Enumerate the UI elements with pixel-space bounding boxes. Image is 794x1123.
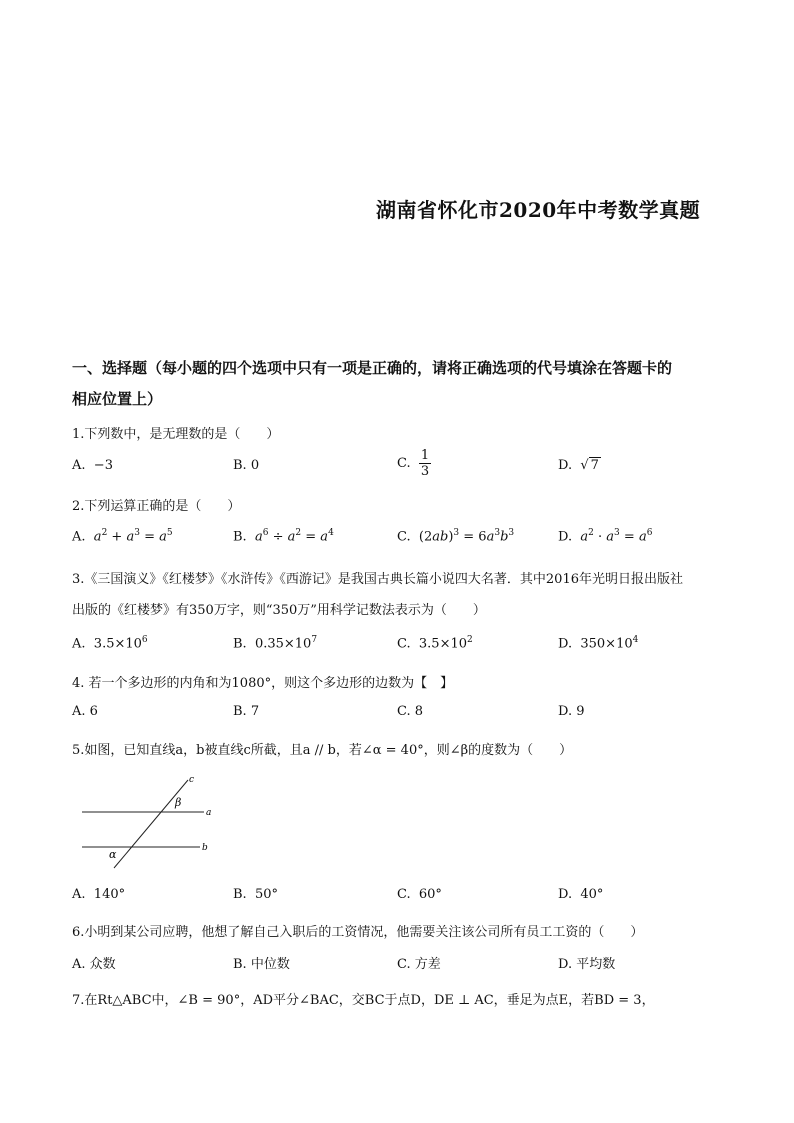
q4-option-a: A. 6: [72, 704, 98, 719]
label-alpha: α: [109, 848, 117, 861]
line-c: [114, 780, 188, 868]
question-5-stem: 5.如图，已知直线a，b被直线c所截，且a // b，若∠α = 40°，则∠β的度数为（ ）: [72, 743, 573, 758]
q6-option-d: D. 平均数: [558, 957, 616, 972]
label-a: a: [206, 808, 212, 818]
q6-option-a: A. 众数: [72, 957, 116, 972]
q5-option-d: D. 40°: [558, 887, 604, 902]
question-3-stem-line1: 3.《三国演义》《红楼梦》《水浒传》《西游记》是我国古典长篇小说四大名著．其中2016年光明日报出版社: [72, 572, 683, 587]
question-3-stem-line2: 出版的《红楼梦》有350万字，则“350万”用科学记数法表示为（ ）: [72, 603, 486, 618]
q6-option-c: C. 方差: [397, 957, 441, 972]
q4-option-b: B. 7: [233, 704, 260, 719]
q2-option-b: B. $a^6 \div a^2 = a^4$: [233, 528, 334, 545]
q5-option-a: A. 140°: [72, 887, 126, 902]
q3-option-d: D. $350\times 10^4$: [558, 635, 639, 652]
question-4-stem: 4. 若一个多边形的内角和为1080°，则这个多边形的边数为【 】: [72, 676, 454, 691]
section-heading-line2: 相应位置上）: [72, 390, 163, 408]
q5-option-c: C. 60°: [397, 887, 442, 902]
parallel-lines-figure: [78, 772, 218, 872]
q1-option-b: B. 0: [233, 458, 260, 473]
q1-option-d: D. √ 7: [558, 458, 599, 473]
q4-option-d: D. 9: [558, 704, 585, 719]
fraction-one-third: $\frac{1}{3}$: [420, 448, 430, 479]
q1-option-c: C. $\frac{1}{3}$: [397, 448, 430, 479]
page-title: 湖南省怀化市2020年中考数学真题: [376, 198, 701, 222]
section-heading-line1: 一、选择题（每小题的四个选项中只有一项是正确的，请将正确选项的代号填涂在答题卡的: [72, 359, 673, 377]
q3-option-b: B. $0.35\times 10^7$: [233, 635, 318, 652]
q2-option-d: D. $a^2 \cdot a^3 = a^6$: [558, 528, 653, 545]
label-b: b: [202, 843, 208, 853]
q3-option-a: A. $3.5\times 10^6$: [72, 635, 148, 652]
q1-option-a: A. −3: [72, 458, 113, 473]
q2-option-c: C. $(2ab)^3 = 6a^3b^3$: [397, 528, 515, 545]
question-7-stem: 7.在Rt△ABC中，∠B = 90°，AD平分∠BAC，交BC于点D，DE ⊥ AC，垂足为点E，若BD = 3，: [72, 993, 655, 1008]
q4-option-c: C. 8: [397, 704, 424, 719]
question-1-stem: 1.下列数中，是无理数的是（ ）: [72, 427, 280, 442]
q5-option-b: B. 50°: [233, 887, 278, 902]
sqrt-seven: √ 7: [580, 458, 599, 473]
q2-option-a: A. $a^2 + a^3 = a^5$: [72, 528, 173, 545]
q6-option-b: B. 中位数: [233, 957, 290, 972]
question-2-stem: 2.下列运算正确的是（ ）: [72, 499, 241, 514]
q3-option-c: C. $3.5\times 10^2$: [397, 635, 473, 652]
label-c: c: [189, 775, 195, 785]
label-beta: β: [175, 796, 182, 809]
question-6-stem: 6.小明到某公司应聘，他想了解自己入职后的工资情况，他需要关注该公司所有员工工资的（ ）: [72, 925, 644, 940]
